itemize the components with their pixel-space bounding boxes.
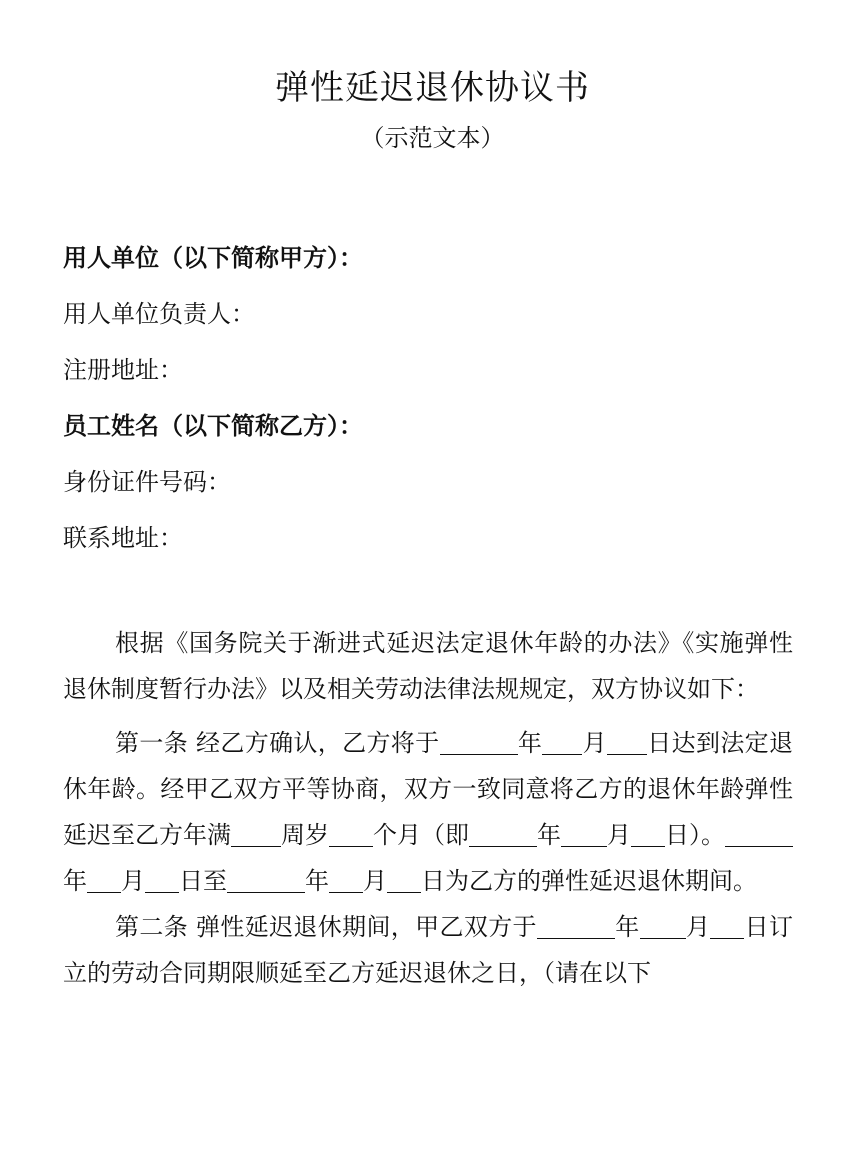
blank-field[interactable] <box>227 866 305 893</box>
party-fields <box>63 238 823 574</box>
blank-field[interactable] <box>607 728 647 755</box>
article-1 <box>63 720 793 904</box>
blank-field[interactable] <box>725 820 793 847</box>
blank-field[interactable] <box>640 912 686 939</box>
article-2 <box>63 904 793 996</box>
article-2-text: 日订立的劳动合同期限顺延至乙方延迟退休之日，（请在以下 <box>63 913 794 987</box>
year-label: 年 <box>305 867 329 895</box>
month-label: 月 <box>121 867 145 895</box>
date-to-label: 日至 <box>179 867 227 895</box>
article-1-text: 日达到法定退休年龄。经甲乙双方平等协商，双方一致同意将乙方的退休年龄弹性延迟至乙方年满 <box>63 729 794 849</box>
article-1-text: 日）。 <box>665 821 725 849</box>
blank-field[interactable] <box>440 728 518 755</box>
year-label: 年 <box>614 913 640 941</box>
month-label: 月 <box>607 821 631 849</box>
blank-field[interactable] <box>145 866 179 893</box>
full-age-label: 周岁 <box>281 821 329 849</box>
article-1-text: 第一条 经乙方确认，乙方将于 <box>115 729 440 757</box>
month-label: 月 <box>363 867 387 895</box>
months-label: 个月（即 <box>373 821 469 849</box>
article-1-text: 日为乙方的弹性延迟退休期间。 <box>421 867 757 895</box>
agreement-body <box>63 620 793 996</box>
employer-head-label: 用人单位负责人： <box>63 300 255 328</box>
article-2-text: 第二条 弹性延迟退休期间，甲乙双方于 <box>115 913 537 941</box>
year-label: 年 <box>63 867 87 895</box>
document-title: 弹性延迟退休协议书 <box>275 68 590 108</box>
blank-field[interactable] <box>469 820 537 847</box>
blank-field[interactable] <box>231 820 281 847</box>
blank-field[interactable] <box>542 728 582 755</box>
month-label: 月 <box>685 913 711 941</box>
id-number-label: 身份证件号码： <box>63 468 231 496</box>
employer-label: 用人单位（以下简称甲方）： <box>63 244 363 272</box>
blank-field[interactable] <box>537 912 615 939</box>
registered-address-label: 注册地址： <box>63 356 183 384</box>
blank-field[interactable] <box>561 820 607 847</box>
year-label: 年 <box>517 729 543 757</box>
document-subtitle: （示范文本） <box>360 124 505 152</box>
blank-field[interactable] <box>387 866 421 893</box>
blank-field[interactable] <box>87 866 121 893</box>
intro-paragraph: 根据《国务院关于渐进式延迟法定退休年龄的办法》《实施弹性退休制度暂行办法》以及相关劳动法律法规规定，双方协议如下： <box>63 629 793 703</box>
blank-field[interactable] <box>631 820 665 847</box>
blank-field[interactable] <box>329 820 373 847</box>
year-label: 年 <box>537 821 561 849</box>
contact-address-label: 联系地址： <box>63 524 183 552</box>
blank-field[interactable] <box>329 866 363 893</box>
employee-label: 员工姓名（以下简称乙方）： <box>63 412 363 440</box>
month-label: 月 <box>582 729 607 757</box>
blank-field[interactable] <box>710 912 744 939</box>
